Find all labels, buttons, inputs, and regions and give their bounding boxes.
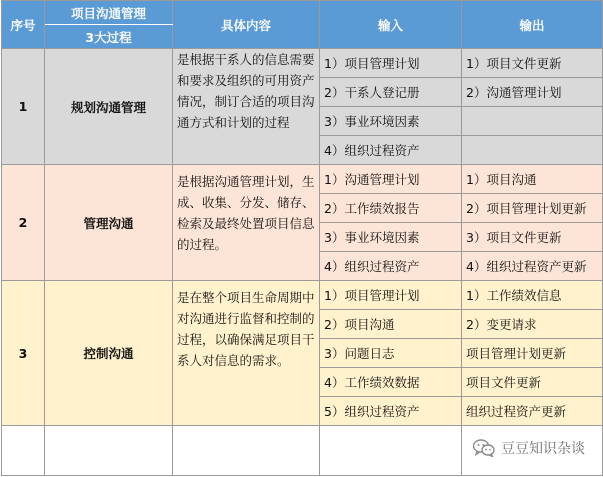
header-process-sub: 3大过程 — [45, 25, 173, 49]
group-content: 是根据沟通管理计划，生成、收集、分发、储存、检索及最终处置项目信息的过程。 — [173, 165, 320, 281]
process-table — [1, 0, 603, 476]
group-seq: 3 — [2, 281, 45, 426]
blank-cell — [2, 426, 45, 476]
input-cell: 1）项目管理计划 — [320, 281, 462, 310]
header-output: 输出 — [462, 1, 603, 49]
input-cell: 1）项目管理计划 — [320, 49, 462, 78]
output-cell: 项目管理计划更新 — [462, 339, 603, 368]
output-cell: 2）变更请求 — [462, 310, 603, 339]
input-cell: 5）组织过程资产 — [320, 397, 462, 426]
input-cell: 4）组织过程资产 — [320, 252, 462, 281]
header-seq: 序号 — [2, 1, 45, 49]
output-cell — [462, 136, 603, 165]
output-cell: 组织过程资产更新 — [462, 397, 603, 426]
input-cell: 2）工作绩效报告 — [320, 194, 462, 223]
wechat-icon — [473, 439, 495, 457]
group-seq: 2 — [2, 165, 45, 281]
group-name: 管理沟通 — [45, 165, 173, 281]
output-cell: 1）项目文件更新 — [462, 49, 603, 78]
header-process-top: 项目沟通管理 — [45, 1, 173, 25]
blank-cell — [320, 426, 462, 476]
output-cell: 4）组织过程资产更新 — [462, 252, 603, 281]
output-cell: 项目文件更新 — [462, 368, 603, 397]
input-cell: 3）事业环境因素 — [320, 107, 462, 136]
group-name: 控制沟通 — [45, 281, 173, 426]
blank-cell — [45, 426, 173, 476]
output-cell: 2）沟通管理计划 — [462, 78, 603, 107]
output-cell: 1）项目沟通 — [462, 165, 603, 194]
group-content: 是根据干系人的信息需要和要求及组织的可用资产情况，制订合适的项目沟通方式和计划的过程 — [173, 49, 320, 165]
header-content: 具体内容 — [173, 1, 320, 49]
watermark-text: 豆豆知识杂谈 — [501, 441, 585, 457]
input-cell: 3）事业环境因素 — [320, 223, 462, 252]
input-cell: 4）组织过程资产 — [320, 136, 462, 165]
input-cell: 2）干系人登记册 — [320, 78, 462, 107]
input-cell: 4）工作绩效数据 — [320, 368, 462, 397]
output-cell: 1）工作绩效信息 — [462, 281, 603, 310]
group-name: 规划沟通管理 — [45, 49, 173, 165]
output-cell — [462, 107, 603, 136]
group-seq: 1 — [2, 49, 45, 165]
input-cell: 2）项目沟通 — [320, 310, 462, 339]
output-cell: 3）项目文件更新 — [462, 223, 603, 252]
input-cell: 3）问题日志 — [320, 339, 462, 368]
watermark — [473, 438, 585, 458]
input-cell: 1）沟通管理计划 — [320, 165, 462, 194]
output-cell: 2）项目管理计划更新 — [462, 194, 603, 223]
group-content: 是在整个项目生命周期中对沟通进行监督和控制的过程，以确保满足项目干系人对信息的需求。 — [173, 281, 320, 426]
header-input: 输入 — [320, 1, 462, 49]
blank-cell — [173, 426, 320, 476]
